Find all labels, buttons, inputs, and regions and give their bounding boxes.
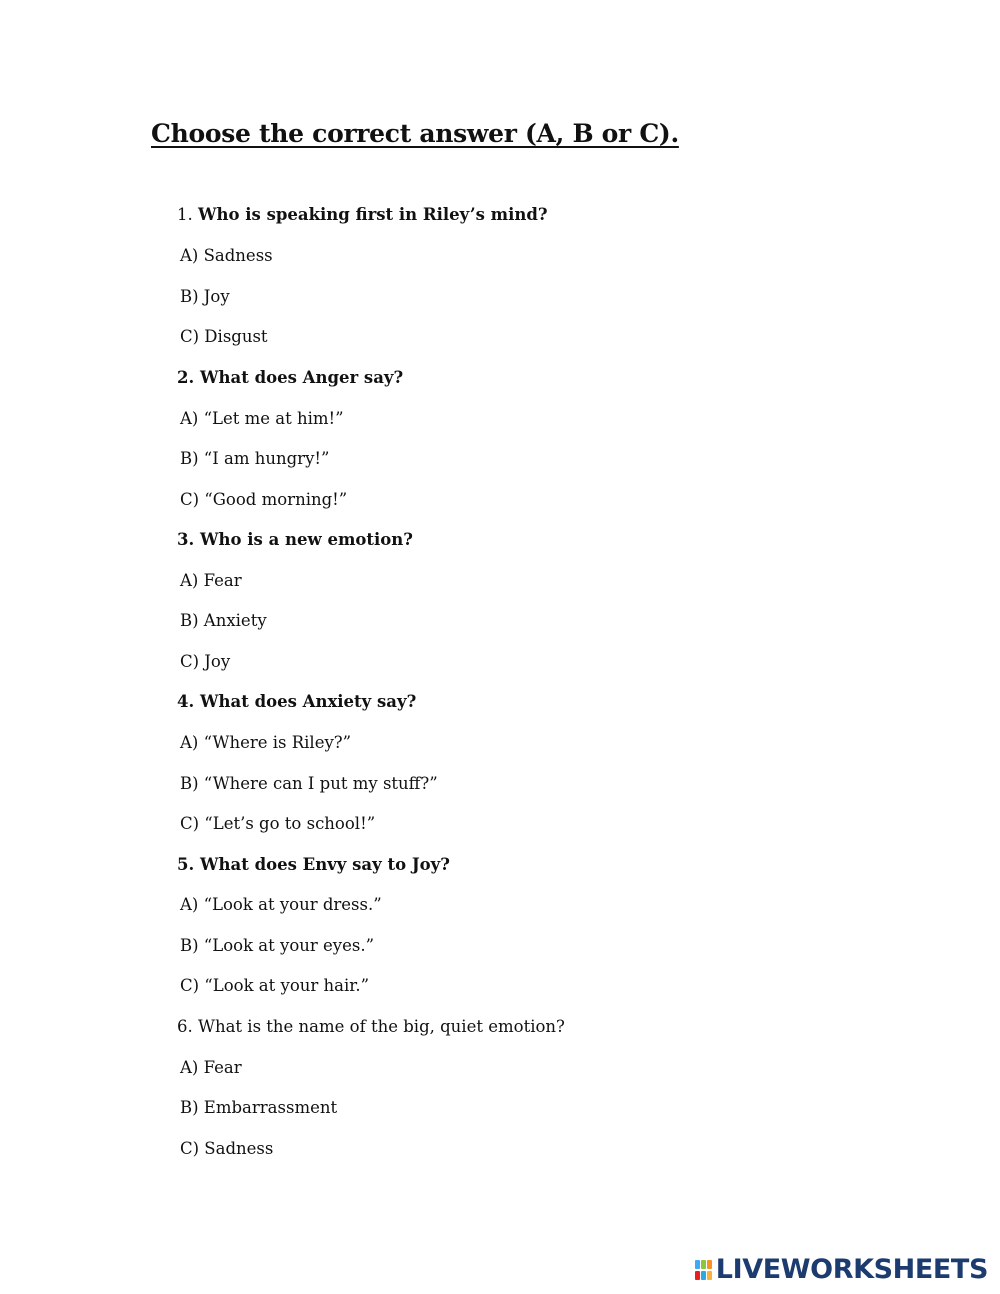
- logo-wordmark: LIVEWORKSHEETS: [715, 1254, 988, 1285]
- option-6a: A) Fear: [180, 1058, 242, 1077]
- option-6b: B) Embarrassment: [180, 1098, 338, 1117]
- question-text: Who is speaking first in Riley’s mind?: [198, 205, 548, 224]
- option-2a: A) “Let me at him!”: [180, 409, 344, 428]
- question-number: 2.: [177, 368, 195, 387]
- question-text: Who is a new emotion?: [199, 530, 413, 549]
- page-title: Choose the correct answer (A, B or C).: [151, 119, 679, 148]
- option-4a: A) “Where is Riley?”: [180, 733, 352, 752]
- question-number: 5.: [177, 855, 195, 874]
- question-3: [177, 529, 413, 551]
- question-text: What does Envy say to Joy?: [199, 855, 450, 874]
- question-text: What does Anger say?: [199, 368, 404, 387]
- option-5c: C) “Look at your hair.”: [180, 976, 370, 995]
- option-1b: B) Joy: [180, 287, 230, 306]
- option-4c: C) “Let’s go to school!”: [180, 814, 376, 833]
- option-4b: B) “Where can I put my stuff?”: [180, 774, 438, 793]
- option-3b: B) Anxiety: [180, 611, 267, 630]
- option-2c: C) “Good morning!”: [180, 490, 348, 509]
- liveworksheets-logo-icon: [694, 1258, 714, 1282]
- option-1c: C) Disgust: [180, 327, 268, 346]
- option-3a: A) Fear: [180, 571, 242, 590]
- question-number: 1.: [177, 205, 193, 224]
- question-6: [177, 1016, 565, 1038]
- option-5b: B) “Look at your eyes.”: [180, 936, 375, 955]
- question-number: 3.: [177, 530, 195, 549]
- question-number: 6.: [177, 1017, 193, 1036]
- question-4: [177, 691, 416, 713]
- question-text: What is the name of the big, quiet emotion?: [198, 1017, 565, 1036]
- option-6c: C) Sadness: [180, 1139, 274, 1158]
- option-1a: A) Sadness: [180, 246, 273, 265]
- question-5: [177, 854, 450, 876]
- option-5a: A) “Look at your dress.”: [180, 895, 382, 914]
- option-3c: C) Joy: [180, 652, 231, 671]
- question-text: What does Anxiety say?: [199, 692, 417, 711]
- liveworksheets-logo: [694, 1255, 988, 1285]
- question-1: [177, 204, 548, 226]
- option-2b: B) “I am hungry!”: [180, 449, 330, 468]
- question-2: [177, 367, 403, 389]
- question-number: 4.: [177, 692, 195, 711]
